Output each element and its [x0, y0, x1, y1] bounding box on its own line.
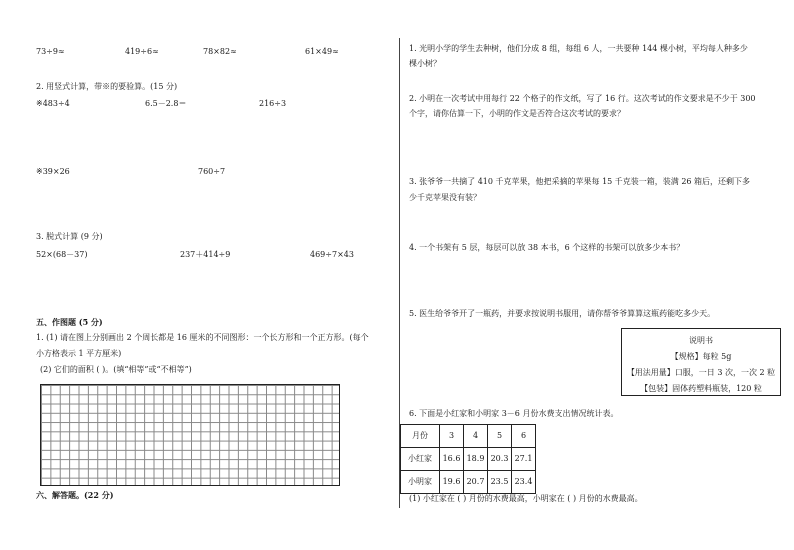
table-cell: 20.3: [488, 448, 512, 471]
right-q4: 4. 一个书架有 5 层，每层可以放 38 本书，6 个这样的书架可以放多少本书？: [409, 243, 685, 252]
table-cell: 16.6: [440, 448, 464, 471]
section3-item: 52×(68－37): [36, 250, 88, 259]
section2-item: 6.5－2.8＝: [145, 99, 187, 108]
table-cell: 3: [440, 425, 464, 448]
table-cell: 27.1: [512, 448, 536, 471]
drawing-grid[interactable]: [40, 384, 340, 486]
right-q2-line1: 2. 小明在一次考试中用每行 22 个格子的作文纸，写了 16 行。这次考试的作文要求是不少于 300: [409, 94, 756, 103]
table-header-row: [401, 425, 536, 448]
right-q1-line1: 1. 光明小学的学生去种树，他们分成 8 组，每组 6 人，一共要种 144 棵小树，平均每人种多少: [409, 44, 748, 53]
notice-pack: 【包装】固体药塑料瓶装，120 粒: [640, 384, 762, 393]
table-cell: 小明家: [401, 471, 440, 494]
section2-item: ※39×26: [36, 167, 70, 176]
section2-item: 216÷3: [259, 99, 287, 108]
table-cell: 4: [464, 425, 488, 448]
notice-title: 说明书: [689, 336, 713, 345]
table-row: [401, 448, 536, 471]
section3-item: 237＋414÷9: [180, 250, 231, 259]
table-cell: 6: [512, 425, 536, 448]
water-fee-table: [400, 424, 536, 494]
table-cell: 小红家: [401, 448, 440, 471]
table-cell: 月份: [401, 425, 440, 448]
table-cell: 19.6: [440, 471, 464, 494]
table-row: [401, 471, 536, 494]
section5-q1-line1: 1. (1) 请在图上分别画出 2 个周长都是 16 厘米的不同图形：一个长方形和一个正方形。(每个: [36, 333, 369, 342]
right-q3-line2: 少千克苹果没有装？: [409, 193, 481, 202]
table-cell: 23.4: [512, 471, 536, 494]
section2-item: 760÷7: [198, 167, 226, 176]
notice-spec: 【规格】每粒 5g: [670, 352, 732, 361]
right-q5: 5. 医生给爷爷开了一瓶药，并要求按说明书服用，请你帮爷爷算算这瓶药能吃多少天。: [409, 309, 716, 318]
estimate-4: 61×49≈: [305, 47, 339, 56]
section2-title: 2. 用竖式计算，带※的要验算。(15 分): [36, 82, 178, 91]
medicine-notice-box: [621, 328, 781, 396]
table-cell: 18.9: [464, 448, 488, 471]
section5-q2: (2) 它们的面积 ( )。(填“相等”或“不相等”): [40, 365, 192, 374]
table-cell: 5: [488, 425, 512, 448]
section5-q1-line2: 小方格表示 1 平方厘米): [36, 349, 122, 358]
section5-title: 五、作图题 (5 分): [36, 317, 103, 327]
right-q6-1: (1) 小红家在 ( ) 月份的水费最高，小明家在 ( ) 月份的水费最高。: [409, 494, 643, 503]
right-q3-line1: 3. 张爷爷一共摘了 410 千克苹果，他把采摘的苹果每 15 千克装一箱，装满 26 箱后，还剩下多: [409, 177, 751, 186]
table-cell: 20.7: [464, 471, 488, 494]
notice-usage: 【用法用量】口服，一日 3 次，一次 2 粒: [626, 368, 776, 377]
estimate-2: 419÷6≈: [125, 47, 159, 56]
estimate-3: 78×82≈: [203, 47, 237, 56]
section6-title: 六、解答题。(22 分): [36, 490, 114, 500]
right-q1-line2: 棵小树？: [409, 59, 441, 68]
section2-item: ※483÷4: [36, 99, 70, 108]
right-q6: 6. 下面是小红家和小明家 3－6 月份水费支出情况统计表。: [409, 409, 619, 418]
right-q2-line2: 个字，请你估算一下，小明的作文是否符合这次考试的要求？: [409, 109, 625, 118]
table-cell: 23.5: [488, 471, 512, 494]
section3-title: 3. 脱式计算 (9 分): [36, 232, 103, 241]
estimate-1: 73÷9≈: [36, 47, 65, 56]
section3-item: 469÷7×43: [310, 250, 354, 259]
